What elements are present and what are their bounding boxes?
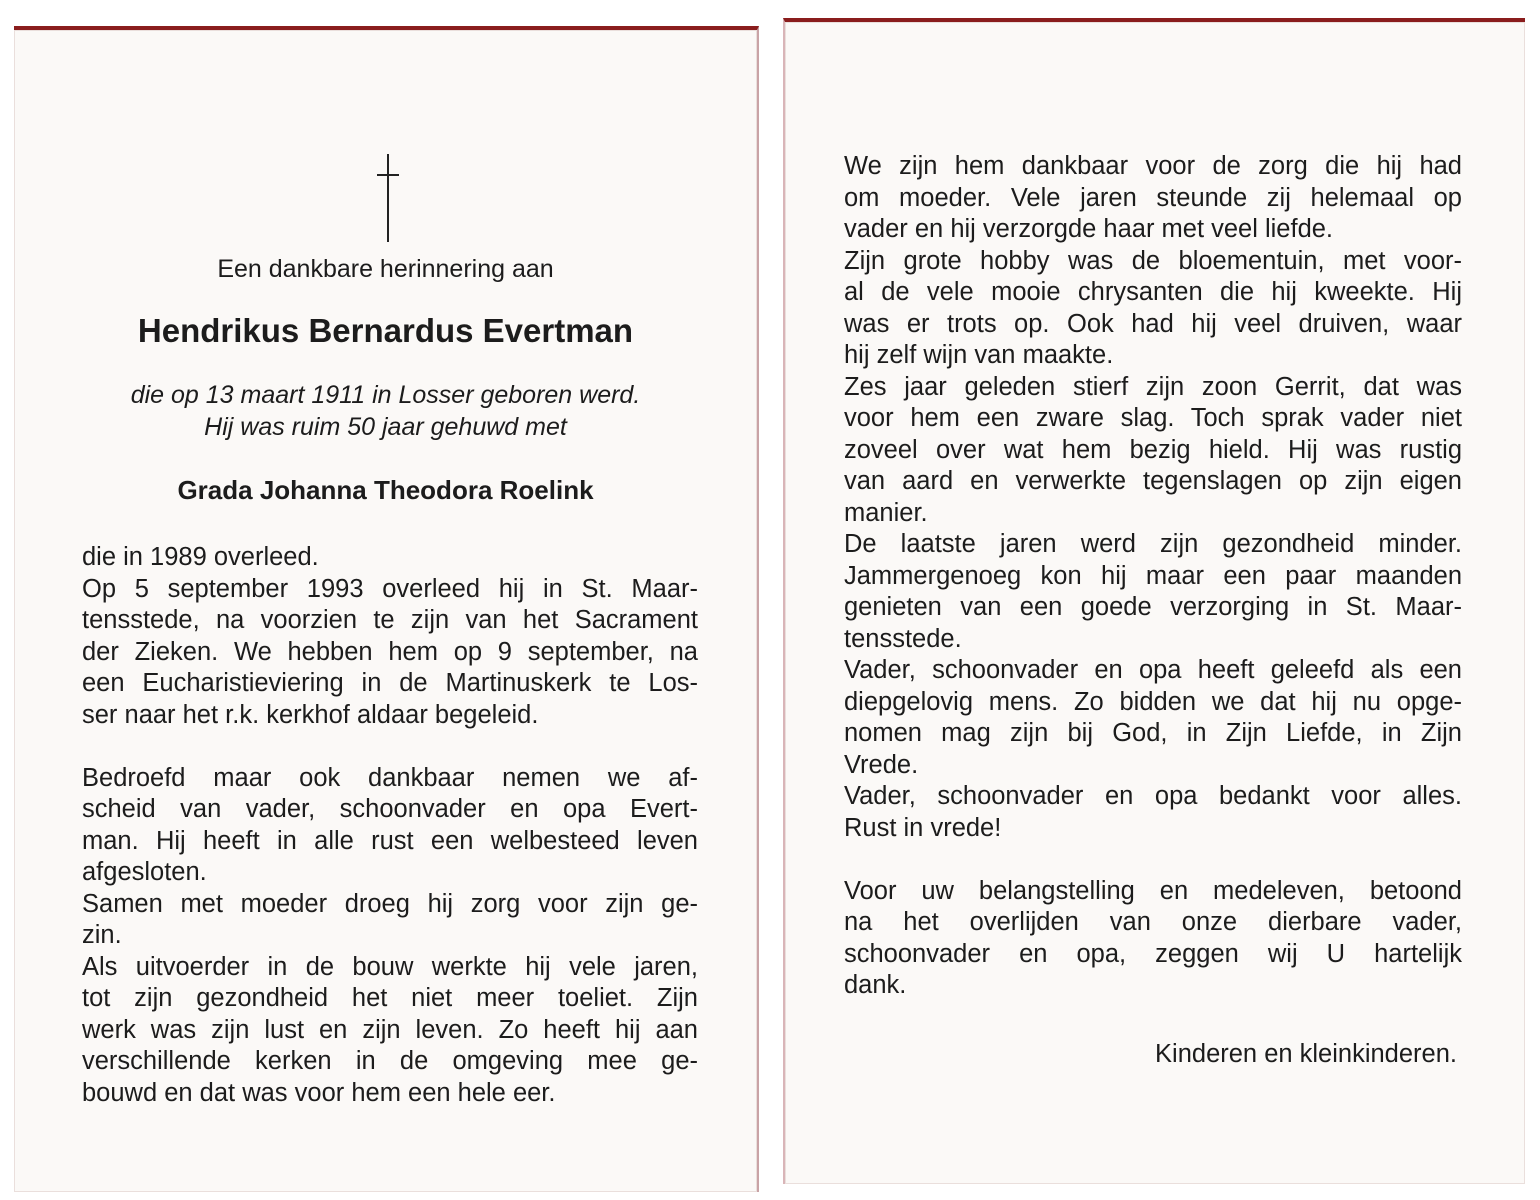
text-line: Zijn grote hobby was de bloementuin, met voor- [844, 246, 1462, 275]
text-line: der Zieken. We hebben hem op 9 september, na [82, 637, 698, 666]
paragraph-gap [82, 731, 698, 763]
right-body-text [844, 151, 1462, 1002]
text-line: van aard en verwerkte tegenslagen op zijn eigen [844, 467, 1462, 495]
text-line: was er trots op. Ook had hij veel druiven, waar [844, 309, 1462, 338]
memorial-card-front [14, 26, 759, 1192]
birth-line: die op 13 maart 1911 in Losser geboren werd. [130, 381, 641, 409]
text-line: hij zelf wijn van maakte. [844, 341, 1114, 369]
text-line: diepgelovig mens. Zo bidden we dat hij nu opge- [844, 687, 1462, 716]
memorial-card-back [783, 18, 1525, 1184]
text-line: zin. [82, 921, 122, 949]
married-line: Hij was ruim 50 jaar gehuwd met [204, 413, 567, 441]
text-line: na het overlijden van onze dierbare vader, [844, 908, 1462, 936]
text-line: De laatste jaren werd zijn gezondheid minder. [844, 530, 1462, 558]
text-line: Zes jaar geleden stierf zijn zoon Gerrit, dat was [844, 372, 1462, 401]
text-line: vader en hij verzorgde haar met veel liefde. [844, 215, 1334, 243]
text-line: nomen mag zijn bij God, in Zijn Liefde, in Zijn [844, 719, 1462, 747]
text-line: afgesloten. [82, 858, 207, 886]
text-line: bouwd en dat was voor hem een hele eer. [82, 1078, 556, 1107]
text-line: Samen met moeder droeg hij zorg voor zijn ge- [82, 889, 698, 918]
text-line: verschillende kerken in de omgeving mee ge- [82, 1047, 698, 1075]
text-line: die in 1989 overleed. [82, 543, 319, 571]
deceased-name: Hendrikus Bernardus Evertman [137, 312, 634, 349]
text-line: een Eucharistieviering in de Martinuskerk te Los- [82, 669, 698, 697]
text-line: tensstede. [844, 624, 962, 653]
text-line: Vader, schoonvader en opa bedankt voor alles. [844, 782, 1462, 810]
paragraph-gap [844, 844, 1462, 876]
spouse-name: Grada Johanna Theodora Roelink [177, 475, 594, 505]
text-line: al de vele mooie chrysanten die hij kweekte. Hij [844, 278, 1462, 306]
text-line: schoonvader en opa, zeggen wij U hartelijk [844, 939, 1462, 968]
text-line: ser naar het r.k. kerkhof aldaar begeleid. [82, 700, 539, 729]
text-line: genieten van een goede verzorging in St. Maar- [844, 593, 1462, 621]
signature: Kinderen en kleinkinderen. [1155, 1040, 1457, 1068]
intro-text: Een dankbare herinnering aan [217, 255, 554, 283]
text-line: manier. [844, 498, 928, 527]
text-line: Op 5 september 1993 overleed hij in St. Maar- [82, 574, 698, 603]
text-line: tot zijn gezondheid het niet meer toeliet. Zijn [82, 984, 698, 1012]
text-line: Voor uw belangstelling en medeleven, betoond [844, 876, 1462, 905]
text-line: om moeder. Vele jaren steunde zij helemaal op [844, 183, 1462, 212]
text-line: scheid van vader, schoonvader en opa Evert- [82, 795, 698, 823]
text-line: Als uitvoerder in de bouw werkte hij vele jaren, [82, 952, 698, 981]
text-line: zoveel over wat hem bezig hield. Hij was rustig [844, 435, 1462, 464]
text-line: werk was zijn lust en zijn leven. Zo heeft hij aan [82, 1015, 698, 1044]
text-line: Vader, schoonvader en opa heeft geleefd als een [844, 656, 1462, 684]
text-line: Rust in vrede! [844, 813, 1002, 842]
text-line: Vrede. [844, 750, 919, 779]
cross-icon [387, 154, 389, 242]
text-line: tensstede, na voorzien te zijn van het Sacrament [82, 606, 698, 634]
text-line: Bedroefd maar ook dankbaar nemen we af- [82, 763, 698, 792]
text-line: man. Hij heeft in alle rust een welbesteed leven [82, 826, 698, 855]
left-body-text [82, 542, 698, 1109]
text-line: Jammergenoeg kon hij maar een paar maanden [844, 561, 1462, 590]
text-line: dank. [844, 971, 907, 999]
text-line: voor hem een zware slag. Toch sprak vader niet [844, 404, 1462, 432]
text-line: We zijn hem dankbaar voor de zorg die hij had [844, 152, 1462, 180]
